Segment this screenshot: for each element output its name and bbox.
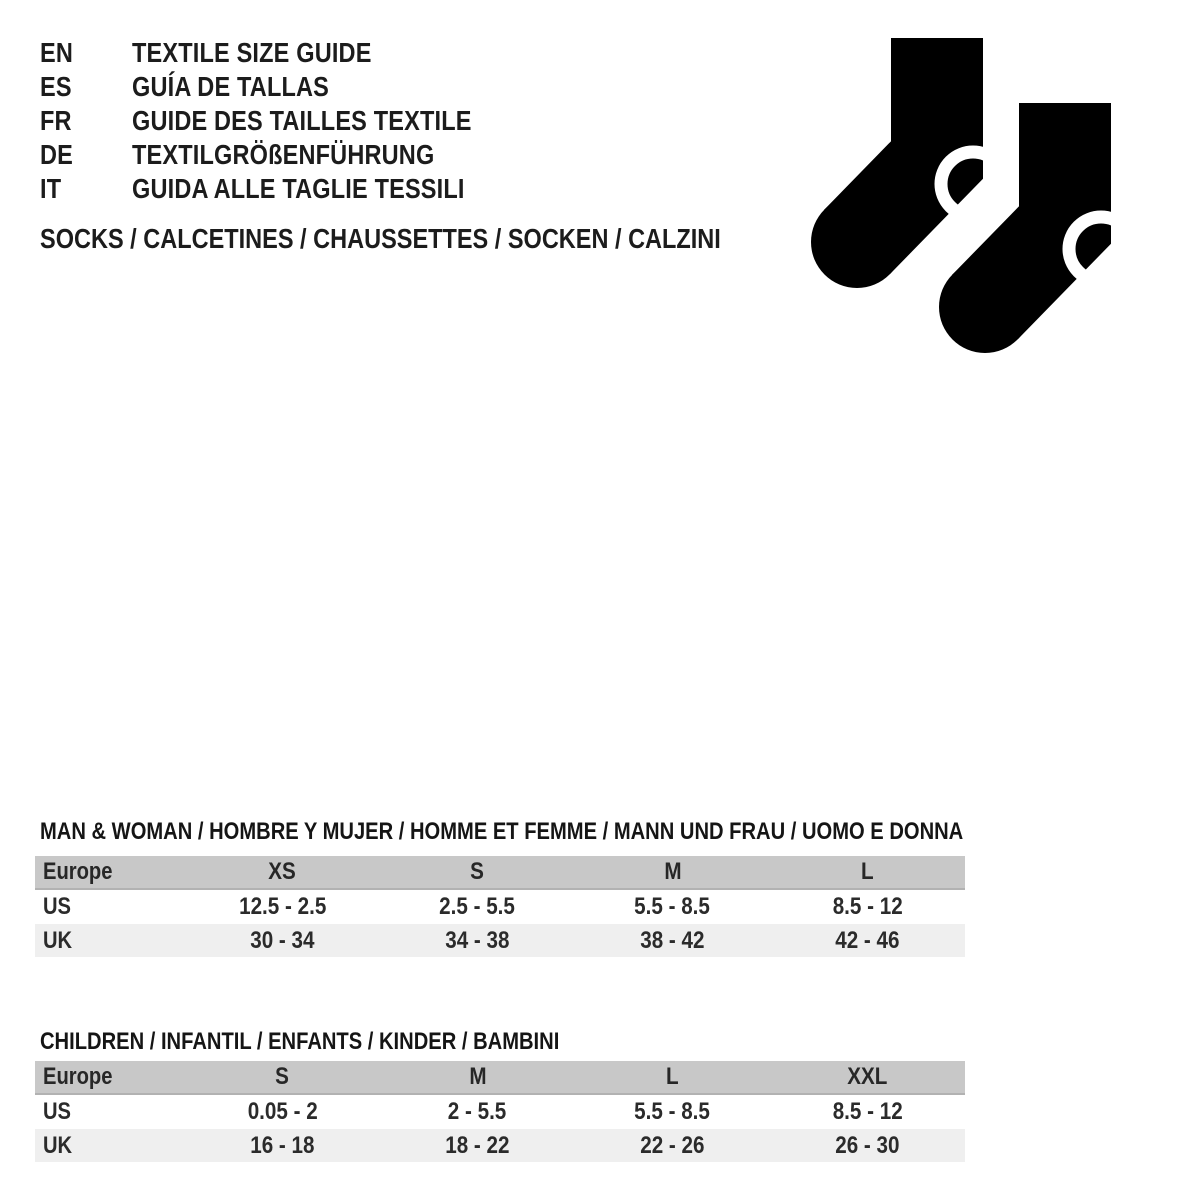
header-cell-size-l [770, 856, 965, 888]
product-category-text: SOCKS / CALCETINES / CHAUSSETTES / SOCKEN / CALZINI [40, 223, 721, 254]
size-cell [185, 924, 380, 957]
row-label-cell [35, 890, 185, 924]
language-title-text: TEXTILGRÖßENFÜHRUNG [132, 139, 435, 170]
row-label-text: US [43, 1098, 72, 1125]
language-code-text: FR [40, 105, 72, 136]
man-woman-table-title-text: MAN & WOMAN / HOMBRE Y MUJER / HOMME ET FEMME / MANN UND FRAU / UOMO E DONNA [40, 818, 964, 845]
language-code [40, 138, 132, 172]
children-table-title [40, 1029, 658, 1055]
size-cell [575, 1095, 770, 1129]
header-cell-text: XS [268, 858, 297, 885]
language-row-es [40, 70, 536, 104]
size-cell [770, 890, 965, 924]
language-code-text: DE [40, 139, 74, 170]
size-cell-text: 8.5 - 12 [832, 893, 903, 920]
size-cell [185, 1129, 380, 1162]
size-cell [575, 1129, 770, 1162]
language-row-fr [40, 104, 536, 138]
language-title-text: GUIDA ALLE TAGLIE TESSILI [132, 173, 465, 204]
table-header-row [35, 856, 965, 890]
size-cell [380, 1095, 575, 1129]
socks-icon [800, 20, 1120, 360]
size-cell-text: 18 - 22 [445, 1131, 510, 1159]
size-cell [380, 890, 575, 924]
man-woman-table-title [40, 819, 1139, 845]
language-title [132, 36, 417, 70]
row-label-text: US [43, 893, 72, 920]
size-cell [380, 1129, 575, 1162]
language-title [132, 104, 536, 138]
children-table-title-text: CHILDREN / INFANTIL / ENFANTS / KINDER / BAMBINI [40, 1028, 560, 1055]
size-cell [770, 924, 965, 957]
size-cell-text: 30 - 34 [250, 926, 315, 954]
product-category-title [40, 222, 851, 256]
row-label-cell [35, 1095, 185, 1129]
size-cell-text: 38 - 42 [640, 926, 705, 954]
size-cell-text: 5.5 - 8.5 [634, 893, 711, 920]
size-cell-text: 34 - 38 [445, 926, 510, 954]
size-cell-text: 42 - 46 [835, 926, 900, 954]
size-cell-text: 16 - 18 [250, 1131, 315, 1159]
language-title-text: GUÍA DE TALLAS [132, 71, 330, 102]
header-cell-text: Europe [43, 1063, 113, 1090]
language-title [132, 172, 528, 206]
language-title [132, 138, 492, 172]
header-cell-text: S [470, 858, 485, 885]
table-row-uk [35, 1129, 965, 1162]
header-cell-size-s [380, 856, 575, 888]
header-cell-text: M [663, 858, 682, 885]
size-cell [770, 1129, 965, 1162]
header-cell-size-s [185, 1061, 380, 1093]
table-row-us [35, 1095, 965, 1129]
size-cell-text: 12.5 - 2.5 [238, 893, 327, 920]
header-cell-size-m [380, 1061, 575, 1093]
language-code-text: EN [40, 37, 74, 68]
size-cell-text: 22 - 26 [640, 1131, 705, 1159]
row-label-cell [35, 1129, 185, 1162]
size-cell [185, 890, 380, 924]
header-cell-region [35, 856, 185, 888]
table-row-us [35, 890, 965, 924]
header-cell-text: S [275, 1063, 290, 1090]
header-cell-size-m [575, 856, 770, 888]
header-cell-text: M [468, 1063, 487, 1090]
table-header-row [35, 1061, 965, 1095]
size-cell [575, 890, 770, 924]
language-title-list [40, 36, 536, 206]
header-cell-text: XXL [847, 1063, 888, 1090]
language-row-en [40, 36, 536, 70]
size-cell-text: 8.5 - 12 [832, 1098, 903, 1125]
language-code [40, 70, 132, 104]
children-size-table [35, 1061, 965, 1162]
header-cell-size-l [575, 1061, 770, 1093]
language-title-text: TEXTILE SIZE GUIDE [132, 37, 372, 68]
size-cell [380, 924, 575, 957]
size-cell [185, 1095, 380, 1129]
header-cell-text: Europe [43, 858, 113, 885]
header-cell-text: L [861, 858, 874, 885]
language-code [40, 36, 132, 70]
language-code-text: ES [40, 71, 72, 102]
row-label-cell [35, 924, 185, 957]
size-cell [575, 924, 770, 957]
size-cell-text: 5.5 - 8.5 [634, 1098, 711, 1125]
size-cell [770, 1095, 965, 1129]
size-cell-text: 0.05 - 2 [247, 1098, 318, 1125]
man-woman-size-table [35, 856, 965, 957]
language-title [132, 70, 367, 104]
size-cell-text: 2 - 5.5 [448, 1098, 507, 1125]
language-row-de [40, 138, 536, 172]
header-cell-text: L [666, 1063, 679, 1090]
language-code [40, 172, 132, 206]
language-row-it [40, 172, 536, 206]
header-cell-size-xs [185, 856, 380, 888]
language-code [40, 104, 132, 138]
header-cell-region [35, 1061, 185, 1093]
row-label-text: UK [43, 926, 73, 954]
language-title-text: GUIDE DES TAILLES TEXTILE [132, 105, 472, 136]
header-cell-size-xxl [770, 1061, 965, 1093]
language-code-text: IT [40, 173, 62, 204]
table-row-uk [35, 924, 965, 957]
size-cell-text: 26 - 30 [835, 1131, 900, 1159]
row-label-text: UK [43, 1131, 73, 1159]
size-cell-text: 2.5 - 5.5 [439, 893, 516, 920]
